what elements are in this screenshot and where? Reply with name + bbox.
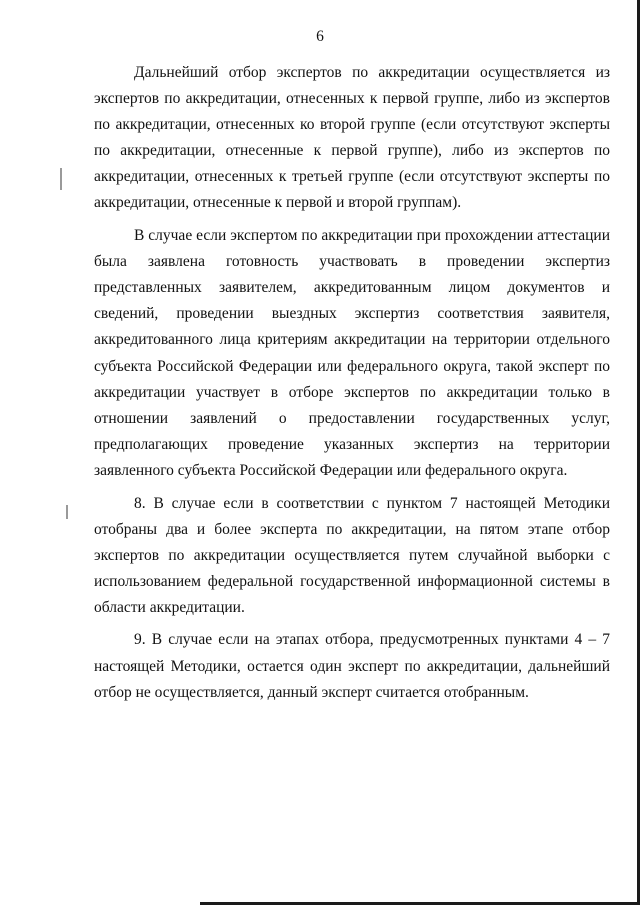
page-number: 6 <box>316 28 324 45</box>
paragraph-item-8: 8. В случае если в соответствии с пунктом 7 настоящей Методики отобраны два и более эксперта по аккредитации, на пятом этапе отбор экспертов по аккредитации осуществляется путем случайной выборки с использованием федеральной государственной информационной системы в области аккредитации. <box>94 494 610 616</box>
paragraph-item-9: 9. В случае если на этапах отбора, предусмотренных пунктами 4 – 7 настоящей Методики, остается один эксперт по аккредитации, дальнейший отбор не осуществляется, данный эксперт считается отобранным. <box>94 631 610 701</box>
scan-artifact-mark <box>60 168 62 190</box>
paragraph-regional-experts: В случае если экспертом по аккредитации при прохождении аттестации была заявлена готовность участвовать в проведении экспертиз представленных заявителем, аккредитованным лицом документов и сведений, проведении выездных экспертиз соответствия заявителя, аккредитованного лица критериям аккредитации на территории отдельного субъекта Российской Федерации или федерального округа, такой эксперт по аккредитации участвует в отборе экспертов по аккредитации только в отношении заявлений о предоставлении государственных услуг, предполагающих проведение указанных экспертиз на территории заявленного субъекта Российской Федерации или федерального округа. <box>94 227 610 479</box>
scan-artifact-mark <box>66 505 68 519</box>
paragraph-expert-selection-order: Дальнейший отбор экспертов по аккредитации осуществляется из экспертов по аккредитации, отнесенных к первой группе, либо из экспертов по аккредитации, отнесенных ко второй группе (если отсутствуют эксперты по аккредитации, отнесенные к первой группе), либо из экспертов по аккредитации, отнесенных к третьей группе (если отсутствуют эксперты по аккредитации, отнесенные к первой и второй группам). <box>94 64 610 212</box>
document-body <box>94 60 610 706</box>
